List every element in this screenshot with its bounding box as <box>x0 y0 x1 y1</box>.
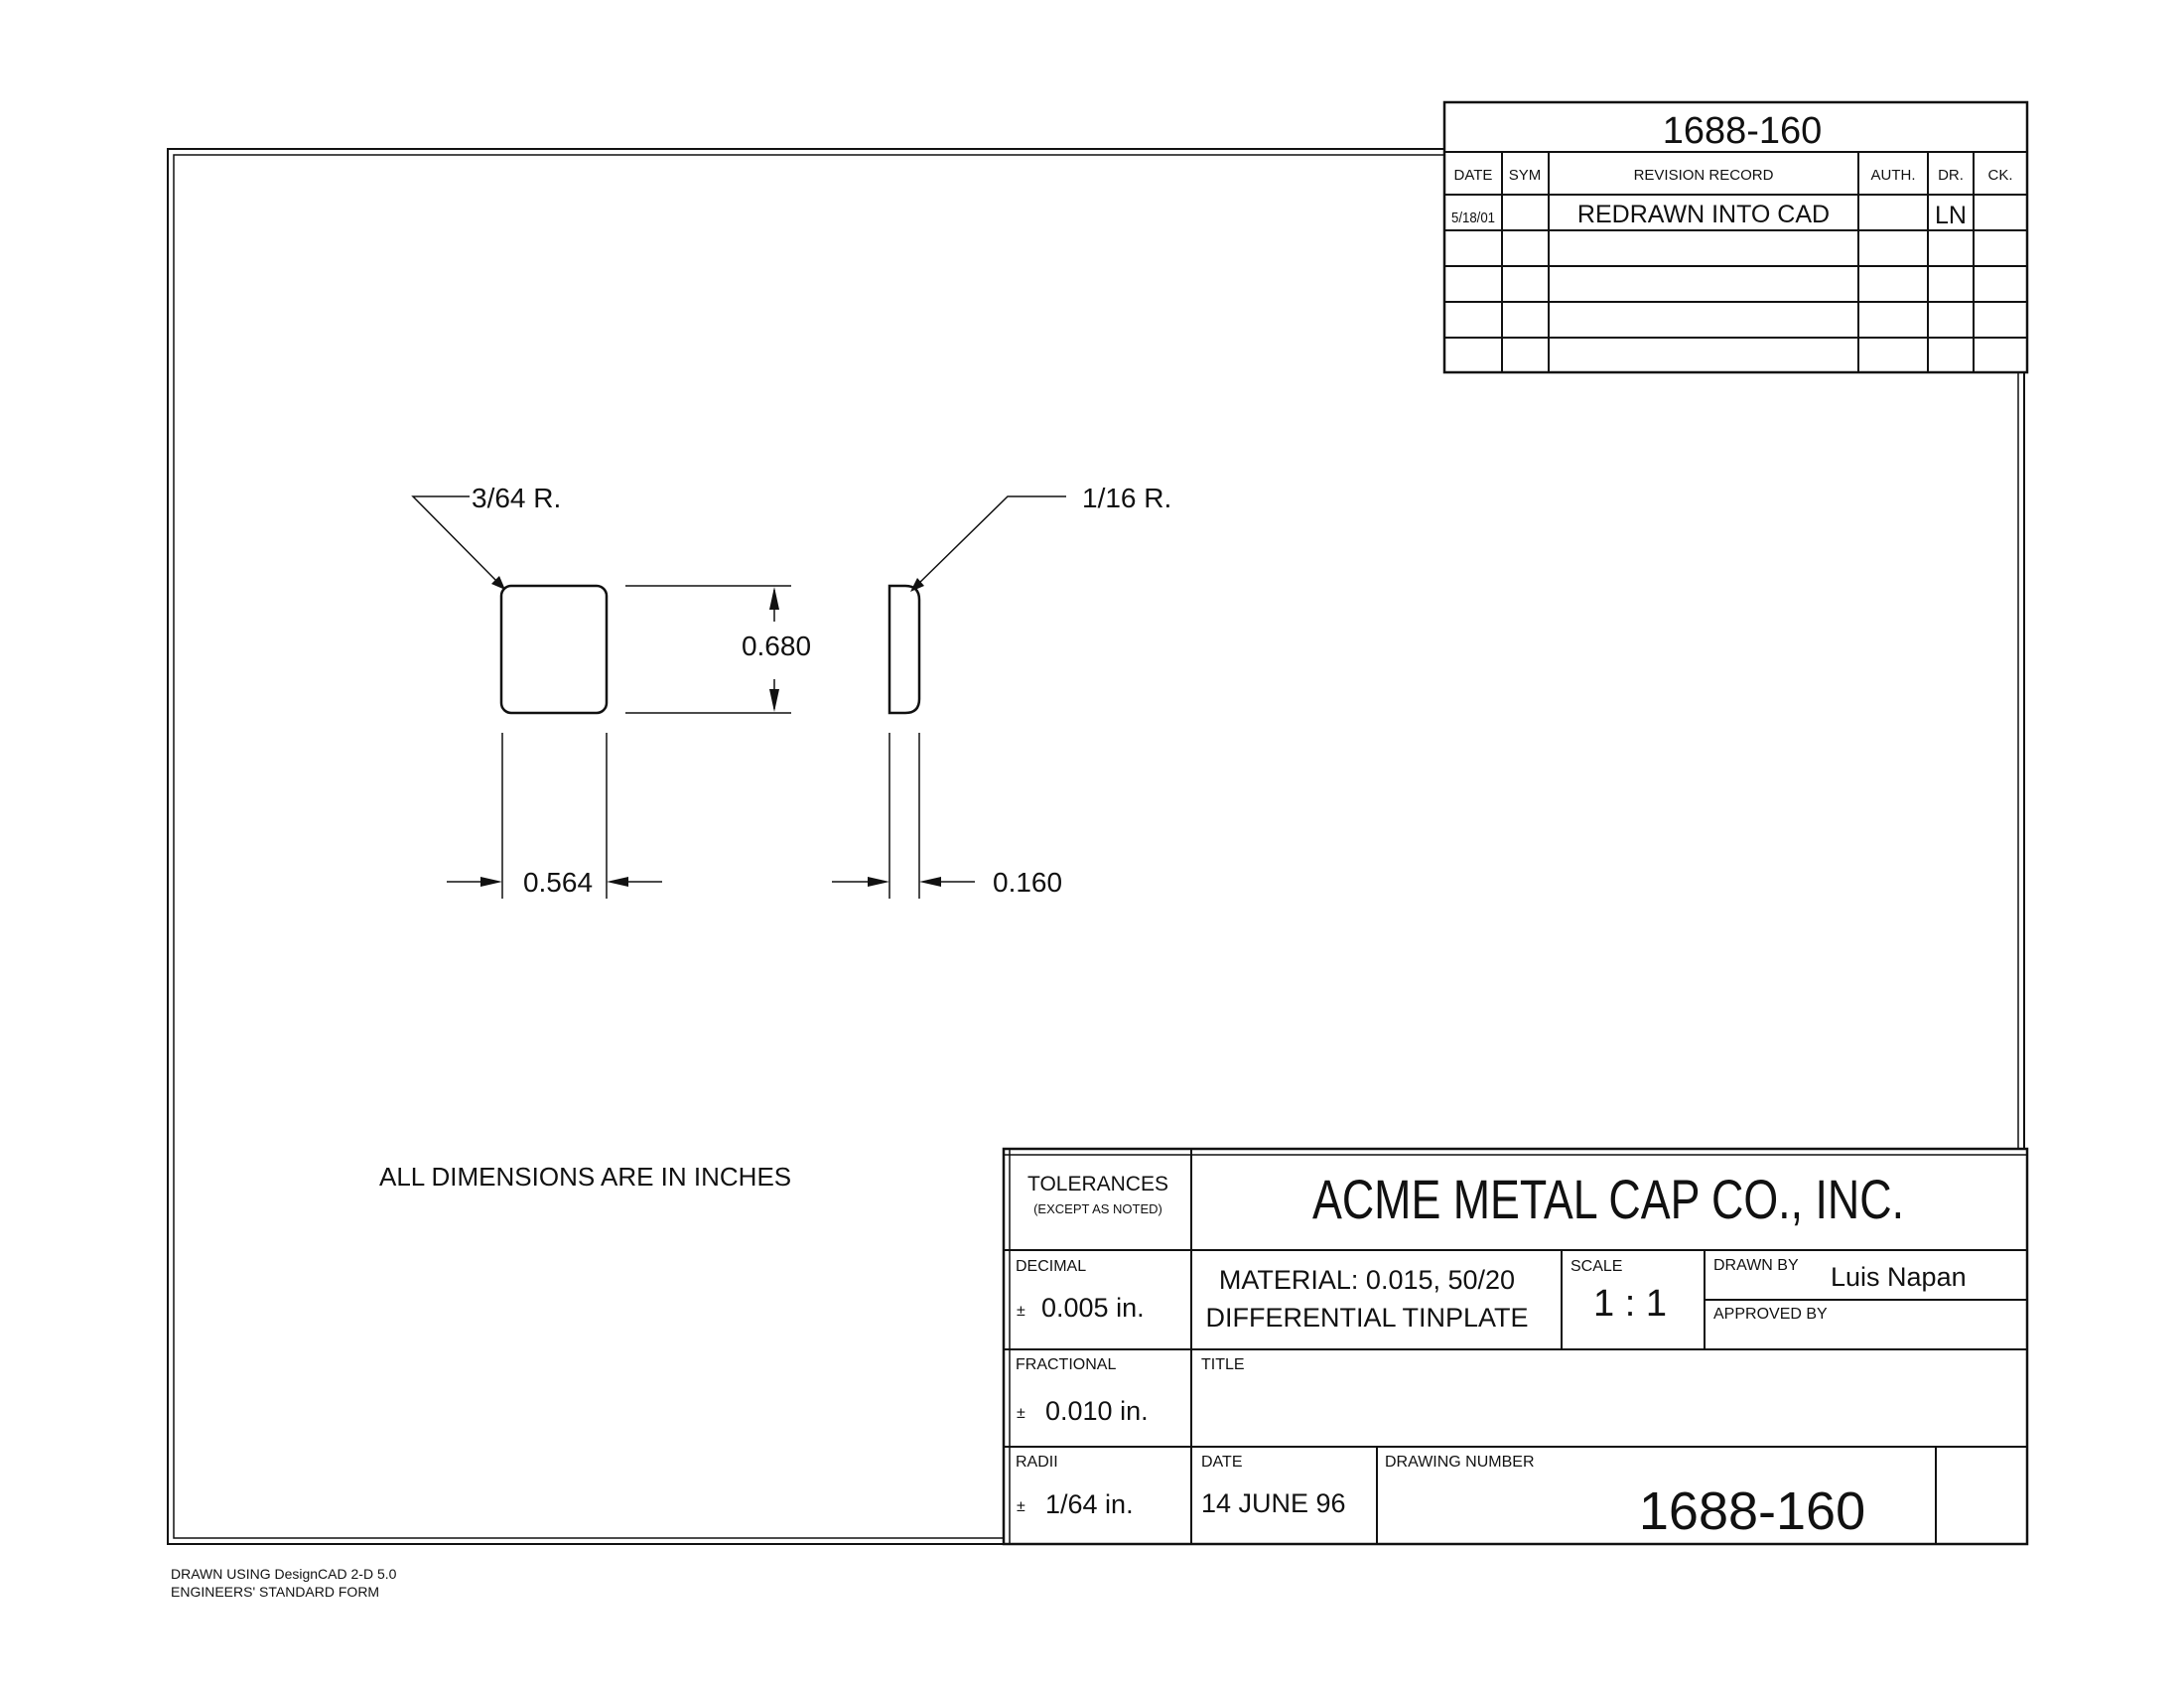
rev-header-auth: AUTH. <box>1870 167 1916 184</box>
decimal-label: DECIMAL <box>1016 1258 1087 1275</box>
footer-line-1: DRAWN USING DesignCAD 2-D 5.0 <box>171 1566 397 1582</box>
decimal-plus-minus: ± <box>1017 1303 1025 1320</box>
fractional-value: 0.010 in. <box>1045 1396 1149 1426</box>
fractional-label: FRACTIONAL <box>1016 1356 1117 1373</box>
drawing-number-label: DRAWING NUMBER <box>1385 1454 1535 1471</box>
radii-value: 1/64 in. <box>1045 1489 1134 1519</box>
decimal-value: 0.005 in. <box>1041 1293 1145 1323</box>
date-label: DATE <box>1201 1454 1243 1471</box>
rev-header-dr: DR. <box>1938 167 1964 184</box>
company-name: ACME METAL CAP CO., INC. <box>1312 1168 1904 1230</box>
drawing-number-value: 1688-160 <box>1638 1481 1866 1541</box>
side-thickness-label: 0.160 <box>993 867 1063 898</box>
scale-value: 1 : 1 <box>1593 1283 1667 1325</box>
side-radius-label: 1/16 R. <box>1082 483 1172 513</box>
revision-part-number: 1688-160 <box>1662 110 1823 152</box>
units-note: ALL DIMENSIONS ARE IN INCHES <box>379 1162 792 1192</box>
rev-header-date: DATE <box>1453 167 1493 184</box>
rev-header-sym: SYM <box>1508 167 1542 184</box>
rev-header-ck: CK. <box>1987 167 2013 184</box>
material-line-2: DIFFERENTIAL TINPLATE <box>1205 1303 1529 1333</box>
approved-by-label: APPROVED BY <box>1713 1306 1828 1323</box>
rev-row-dr: LN <box>1935 202 1967 229</box>
drawn-by-value: Luis Napan <box>1831 1262 1967 1292</box>
rev-header-record: REVISION RECORD <box>1633 167 1774 184</box>
footer-line-2: ENGINEERS' STANDARD FORM <box>171 1584 380 1600</box>
front-width-label: 0.564 <box>522 867 594 898</box>
tolerances-note: (EXCEPT AS NOTED) <box>1033 1201 1162 1216</box>
fractional-plus-minus: ± <box>1017 1405 1025 1422</box>
date-value: 14 JUNE 96 <box>1201 1488 1346 1518</box>
scale-label: SCALE <box>1570 1258 1623 1275</box>
title-label: TITLE <box>1201 1356 1245 1373</box>
drawn-by-label: DRAWN BY <box>1713 1257 1799 1274</box>
material-line-1: MATERIAL: 0.015, 50/20 <box>1218 1265 1516 1295</box>
rev-row-date: 5/18/01 <box>1451 210 1495 226</box>
radii-plus-minus: ± <box>1017 1498 1025 1515</box>
rev-row-record: REDRAWN INTO CAD <box>1576 201 1831 228</box>
front-height-label: 0.680 <box>741 631 812 661</box>
radii-label: RADII <box>1016 1454 1058 1471</box>
revision-block <box>1444 102 2027 372</box>
tolerances-label: TOLERANCES <box>1027 1173 1168 1196</box>
front-radius-label: 3/64 R. <box>472 483 562 513</box>
